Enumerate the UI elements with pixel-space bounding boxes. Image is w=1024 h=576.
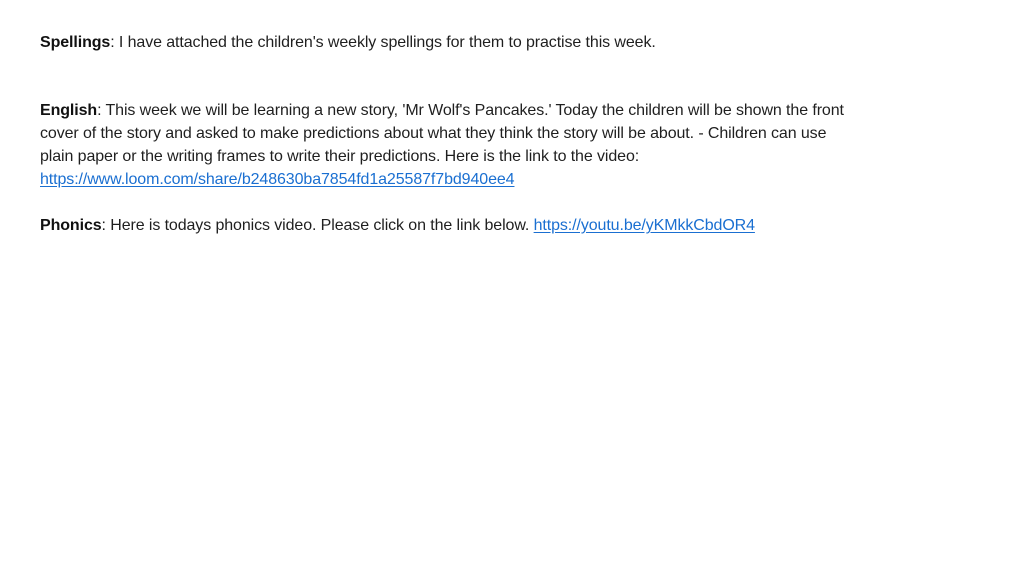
english-paragraph	[40, 99, 850, 191]
phonics-heading: Phonics	[40, 217, 102, 234]
phonics-text: : Here is todays phonics video. Please click on the link below.	[101, 217, 534, 234]
spellings-text: : I have attached the children's weekly spellings for them to practise this week.	[110, 34, 656, 51]
spellings-paragraph	[40, 31, 850, 54]
loom-video-link[interactable]: https://www.loom.com/share/b248630ba7854fd1a25587f7bd940ee4	[40, 171, 515, 188]
phonics-paragraph	[40, 214, 850, 237]
english-heading: English	[40, 102, 98, 119]
english-text: : This week we will be learning a new story, 'Mr Wolf's Pancakes.' Today the children will be shown the front cover of the story and asked to make predictions about what they think the story will be about. - Children can use plain paper or the writing frames to write their predictions. Here is the link to the video:	[40, 102, 844, 165]
spellings-heading: Spellings	[40, 34, 111, 51]
youtube-video-link[interactable]: https://youtu.be/yKMkkCbdOR4	[533, 217, 755, 234]
